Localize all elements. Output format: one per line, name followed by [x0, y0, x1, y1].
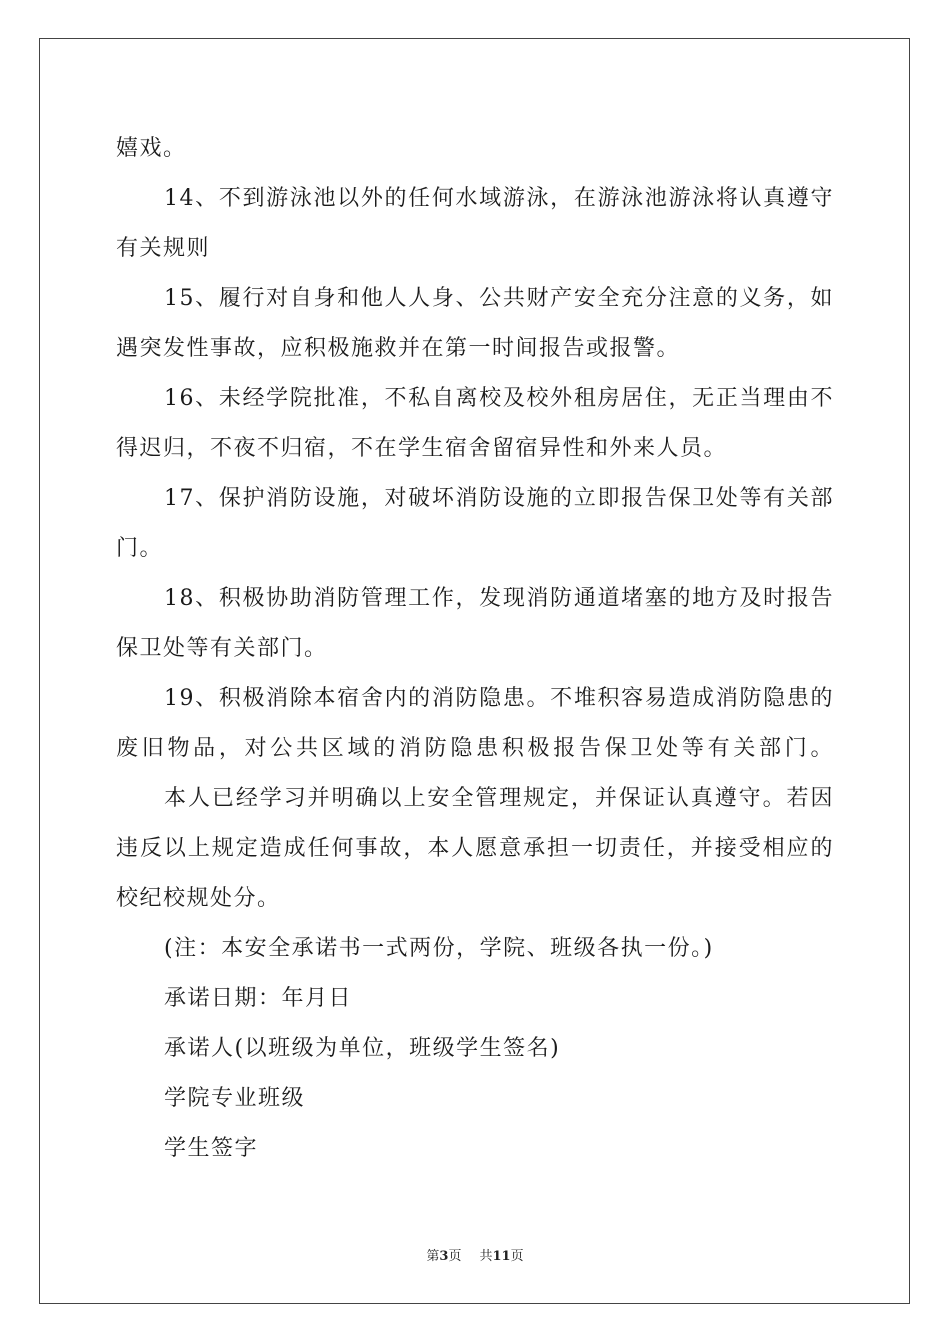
page-suffix: 页	[448, 1249, 462, 1264]
item-15-line-1: 15、履行对自身和他人人身、公共财产安全充分注意的义务，如	[164, 286, 834, 311]
item-19-line-2: 废旧物品，对公共区域的消防隐患积极报告保卫处等有关部门。	[116, 736, 834, 761]
item-16-line-2: 得迟归，不夜不归宿，不在学生宿舍留宿异性和外来人员。	[116, 436, 728, 461]
total-pages: 11	[492, 1249, 511, 1264]
pledge-line-1: 本人已经学习并明确以上安全管理规定，并保证认真遵守。若因	[164, 786, 834, 811]
item-16-line-1: 16、未经学院批准，不私自离校及校外租房居住，无正当理由不	[164, 386, 834, 411]
page-footer	[0, 1245, 950, 1264]
item-18-line-2: 保卫处等有关部门。	[116, 636, 328, 661]
item-14-line-1: 14、不到游泳池以外的任何水域游泳，在游泳池游泳将认真遵守	[164, 186, 834, 211]
pledge-date: 承诺日期：年月日	[164, 986, 353, 1011]
college-major-class-line: 学院专业班级	[164, 1086, 306, 1111]
pledge-line-2: 违反以上规定造成任何事故，本人愿意承担一切责任，并接受相应的	[116, 836, 834, 861]
item-18-line-1: 18、积极协助消防管理工作，发现消防通道堵塞的地方及时报告	[164, 586, 834, 611]
page-number: 3	[439, 1249, 449, 1264]
total-suffix: 页	[510, 1249, 524, 1264]
document-body	[116, 124, 834, 1174]
item-19-line-1: 19、积极消除本宿舍内的消防隐患。不堆积容易造成消防隐患的	[164, 686, 834, 711]
item-17-line-1: 17、保护消防设施，对破坏消防设施的立即报告保卫处等有关部	[164, 486, 834, 511]
pledge-line-3: 校纪校规处分。	[116, 886, 281, 911]
note-line: (注：本安全承诺书一式两份，学院、班级各执一份。)	[164, 936, 714, 961]
student-signature-line: 学生签字	[164, 1136, 259, 1161]
page-prefix: 第	[426, 1249, 440, 1264]
total-prefix: 共	[479, 1249, 493, 1264]
item-17-line-2: 门。	[116, 536, 164, 561]
item-15-line-2: 遇突发性事故，应积极施救并在第一时间报告或报警。	[116, 336, 681, 361]
text-line: 嬉戏。	[116, 136, 187, 161]
pledger-line: 承诺人(以班级为单位，班级学生签名)	[164, 1036, 561, 1061]
item-14-line-2: 有关规则	[116, 236, 211, 261]
